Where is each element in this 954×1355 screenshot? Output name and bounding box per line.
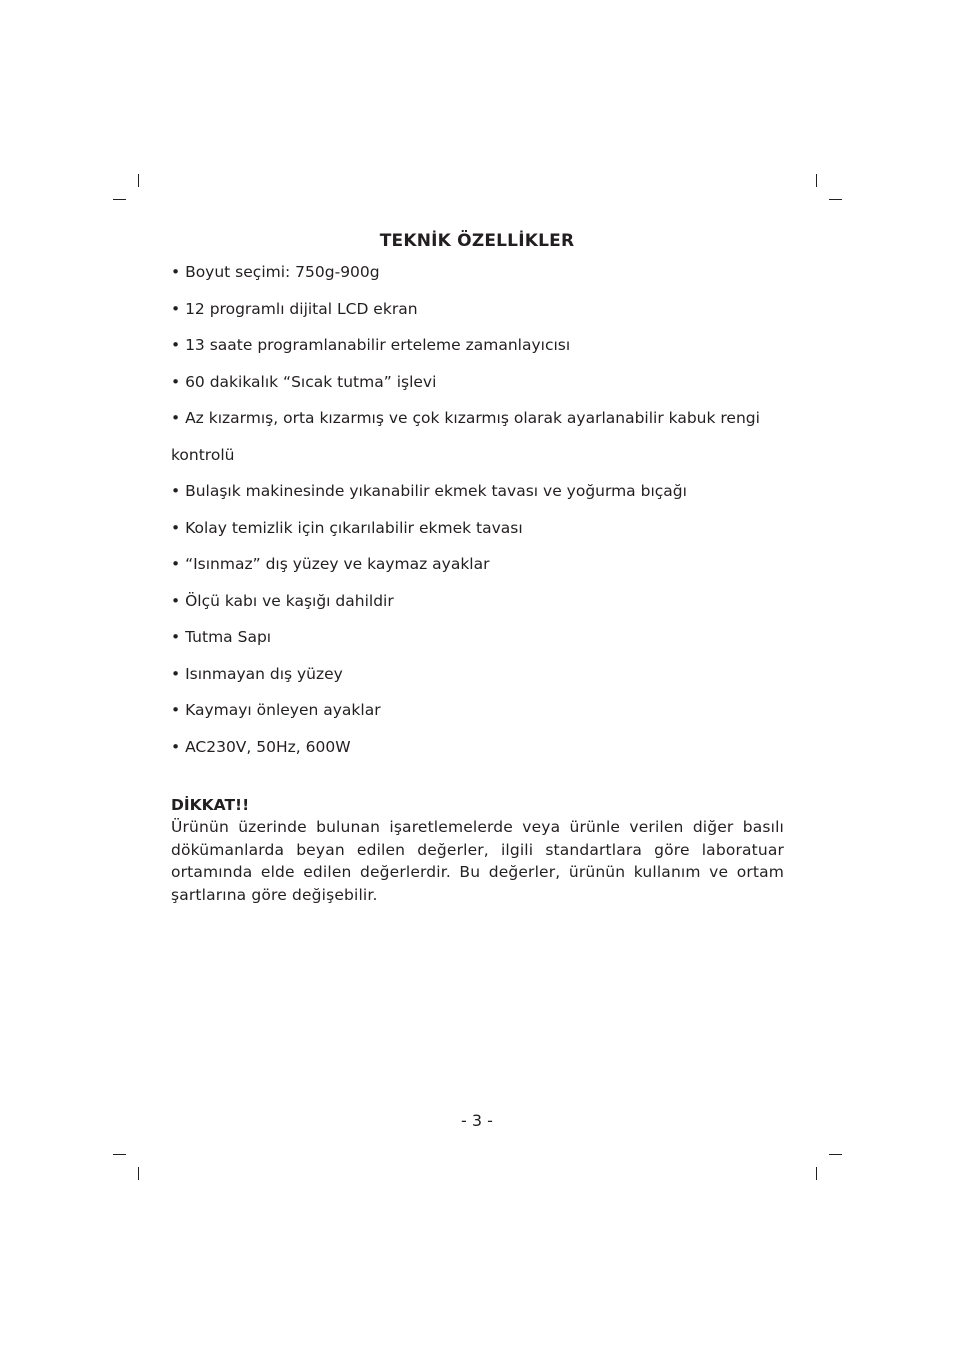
feature-item: • 12 programlı dijital LCD ekran <box>171 299 418 318</box>
warning-section <box>171 794 784 907</box>
feature-item: • Isınmayan dış yüzey <box>171 664 343 683</box>
feature-item: • 13 saate programlanabilir erteleme zamanlayıcısı <box>171 336 571 354</box>
feature-item: • Tutma Sapı <box>171 628 272 646</box>
feature-item-continuation: kontrolü <box>171 445 235 464</box>
feature-item: • “Isınmaz” dış yüzey ve kaymaz ayaklar <box>171 555 490 573</box>
feature-item: • Kolay temizlik için çıkarılabilir ekmek tavası <box>171 518 523 537</box>
crop-mark-top-left-vertical <box>138 174 139 187</box>
feature-list <box>171 261 791 772</box>
section-title: TEKNİK ÖZELLİKLER <box>379 231 575 251</box>
feature-item: • Bulaşık makinesinde yıkanabilir ekmek tavası ve yoğurma bıçağı <box>171 482 687 500</box>
page-number: - 3 - <box>461 1111 493 1130</box>
crop-mark-bottom-right-vertical <box>816 1167 817 1180</box>
crop-mark-bottom-right-horizontal <box>829 1154 842 1155</box>
feature-item: • Ölçü kabı ve kaşığı dahildir <box>171 591 394 610</box>
feature-item: • AC230V, 50Hz, 600W <box>171 737 351 756</box>
warning-title: DİKKAT!! <box>171 796 250 814</box>
crop-mark-top-right-horizontal <box>829 199 842 200</box>
feature-item: • Boyut seçimi: 750g-900g <box>171 263 380 281</box>
feature-item: • Kaymayı önleyen ayaklar <box>171 701 381 719</box>
feature-item: • Az kızarmış, orta kızarmış ve çok kızarmış olarak ayarlanabilir kabuk rengi <box>171 409 760 427</box>
crop-mark-bottom-left-vertical <box>138 1167 139 1180</box>
warning-body: Ürünün üzerinde bulunan işaretlemelerde veya ürünle verilen diğer basılı dökümanlarda beyan edilen değerler, ilgili standartlara göre laboratuar ortamında elde edilen değerlerdir. Bu değerler, ürünün kullanım ve ortam şartlarına göre değişebilir. <box>171 818 784 905</box>
crop-mark-bottom-left-horizontal <box>113 1154 126 1155</box>
feature-item: • 60 dakikalık “Sıcak tutma” işlevi <box>171 372 437 391</box>
crop-mark-top-left-horizontal <box>113 199 126 200</box>
crop-mark-top-right-vertical <box>816 174 817 187</box>
